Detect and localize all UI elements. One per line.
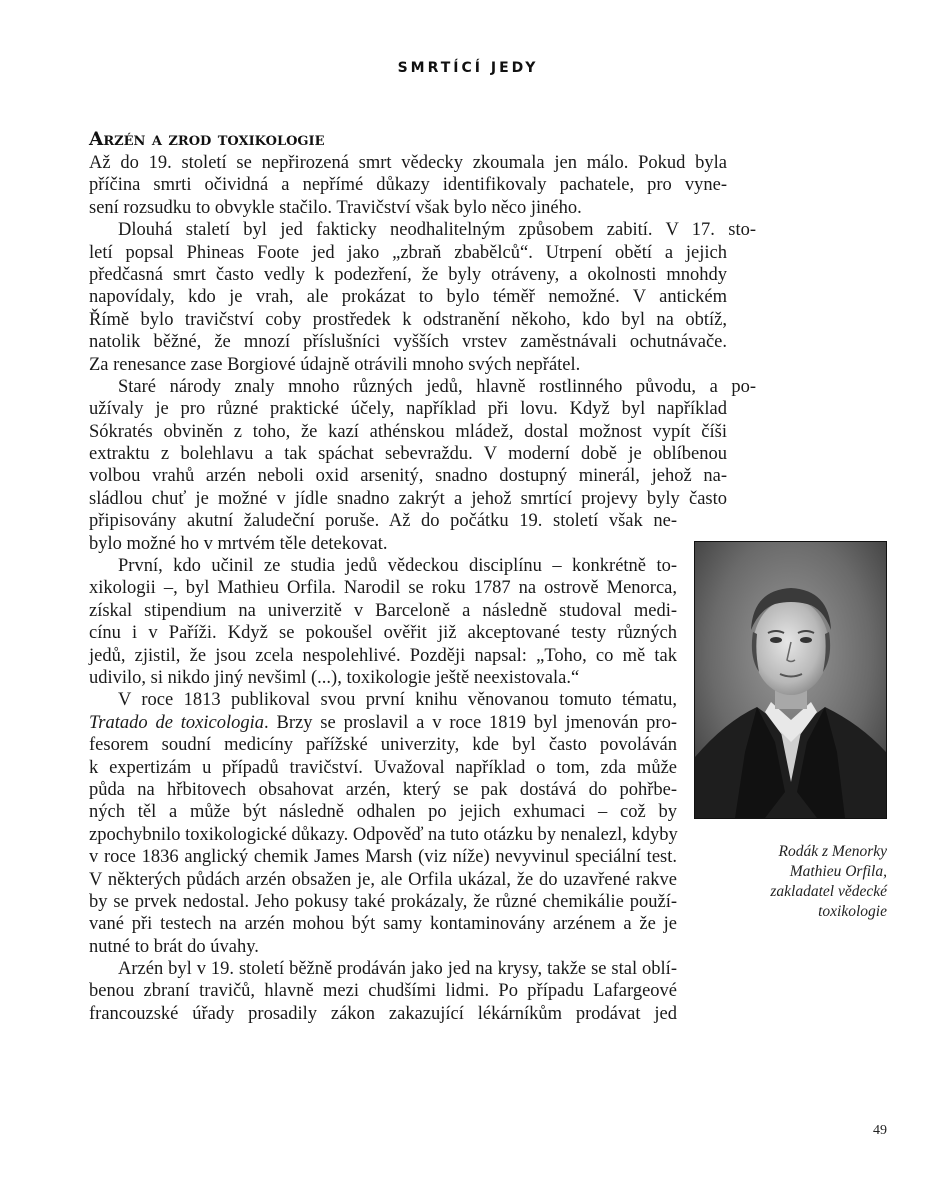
text-line: připisovány akutní žaludeční poruše. Až do počátku 19. století však ne-	[89, 511, 677, 532]
text-line: Arzén byl v 19. století běžně prodáván jako jed na krysy, takže se stal oblí-	[118, 959, 677, 980]
text-line: získal stipendium na univerzitě v Barceloně a následně studoval medi-	[89, 600, 677, 621]
text-line: nutné to brát do úvahy.	[89, 936, 259, 957]
text-line: vané při testech na arzén mohou být samy kontaminovány arzénem a že je	[89, 914, 677, 935]
text-line: k expertizám u případů travičství. Uvažoval například o tom, zda může	[89, 757, 677, 778]
text-line: Sókratés obviněn z toho, že kazí athénskou mládež, dostal možnost vypít číši	[89, 421, 727, 442]
text-line: napovídaly, kdo je vrah, ale prokázat to bylo téměř nemožné. V antickém	[89, 287, 727, 308]
portrait-engraving-icon	[695, 542, 886, 818]
caption-line: toxikologie	[818, 903, 887, 920]
text-line-rest: . Brzy se proslavil a v roce 1819 byl jmenován pro-	[264, 712, 677, 733]
text-line: V roce 1813 publikoval svou první knihu věnovanou tomuto tématu,	[118, 690, 677, 711]
text-line: příčina smrti očividná a nepřímé důkazy identifikovaly pachatele, pro vyne-	[89, 175, 727, 196]
text-line: xikologii –, byl Mathieu Orfila. Narodil se roku 1787 na ostrově Menorca,	[89, 578, 677, 599]
text-line: užívaly je pro různé praktické účely, například při lovu. Když byl například	[89, 399, 727, 420]
text-line: benou zbraní travičů, hlavně mezi chudšími lidmi. Po případu Lafargeové	[89, 981, 677, 1002]
text-line: ných těl a může být následně odhalen po jejich exhumaci – což by	[89, 802, 677, 823]
text-line: První, kdo učinil ze studia jedů vědeckou disciplínu – konkrétně to-	[118, 556, 677, 577]
text-line: udivilo, si nikdo jiný nevšiml (...), toxikologie ještě neexistovala.“	[89, 667, 580, 688]
caption-line: Rodák z Menorky	[778, 843, 887, 860]
caption-line: Mathieu Orfila,	[789, 863, 887, 880]
running-head: SMRTÍCÍ JEDY	[397, 60, 539, 76]
text-line: Za renesance zase Borgiové údajně otrávili mnoho svých nepřátel.	[89, 354, 581, 375]
text-line: Dlouhá staletí byl jed fakticky neodhalitelným způsobem zabití. V 17. sto-	[118, 220, 756, 241]
text-line: cínu i v Paříži. Když se pokoušel ověřit již akceptované testy různých	[89, 623, 677, 644]
text-line: volbou vrahů arzén neboli oxid arsenitý, snadno dostupný minerál, jehož na-	[89, 466, 727, 487]
text-line: natolik běžné, že mnozí příslušníci vyšších vrstev zaměstnávali ochutnávače.	[89, 332, 727, 353]
text-line: francouzské úřady prosadily zákon zakazující lékárníkům prodávat jed	[89, 1003, 677, 1024]
book-title: Tratado de toxicologia	[89, 712, 265, 733]
text-line: by se prvek nedostal. Jeho pokusy také prokázaly, že různé chemikálie použí-	[89, 891, 677, 912]
article-body	[89, 127, 756, 1025]
text-line: letí popsal Phineas Foote jed jako „zbraň zbabělců“. Utrpení obětí a jejich	[89, 242, 727, 263]
caption-line: zakladatel vědecké	[770, 883, 887, 900]
text-line: půda na hřbitovech obsahovat arzén, který se pak dostává do pohřbe-	[89, 779, 677, 800]
text-line: jedů, zjistil, že jsou zcela nespolehlivé. Později napsal: „Toho, co mě tak	[89, 645, 677, 666]
portrait-caption	[740, 842, 887, 922]
text-line	[89, 712, 677, 734]
text-line: zpochybnilo toxikologické důkazy. Odpověď na tuto otázku by nenalezl, kdyby	[89, 824, 678, 845]
text-line: Římě bylo travičství coby prostředek k odstranění někoho, kdo byl na obtíž,	[89, 309, 727, 330]
text-line: sení rozsudku to obvykle stačilo. Travičství však bylo něco jiného.	[89, 197, 582, 218]
text-line: Až do 19. století se nepřirozená smrt vědecky zkoumala jen málo. Pokud byla	[89, 153, 727, 173]
text-line: V některých půdách arzén obsažen je, ale Orfila ukázal, že do uzavřené rakve	[89, 869, 677, 890]
portrait-image	[694, 541, 887, 819]
section-heading-text: Arzén a zrod toxikologie	[89, 129, 325, 150]
page-number: 49	[873, 1123, 887, 1138]
text-line: extraktu z bolehlavu a tak spáchat sebevraždu. V moderní době je oblíbenou	[89, 444, 727, 465]
text-line: v roce 1836 anglický chemik James Marsh (viz níže) nevyvinul speciální test.	[89, 847, 677, 868]
text-line: sládlou chuť je možné v jídle snadno zakrýt a jehož smrtící projevy byly často	[89, 488, 727, 509]
text-line: bylo možné ho v mrtvém těle detekovat.	[89, 533, 388, 554]
text-line: fesorem soudní medicíny pařížské univerzity, kde byl často povoláván	[89, 735, 677, 756]
section-heading	[89, 127, 727, 152]
text-line: Staré národy znaly mnoho různých jedů, hlavně rostlinného původu, a po-	[118, 376, 756, 397]
text-line: předčasná smrt často vedly k podezření, že byly otráveny, a okolnosti mnohdy	[89, 264, 727, 285]
